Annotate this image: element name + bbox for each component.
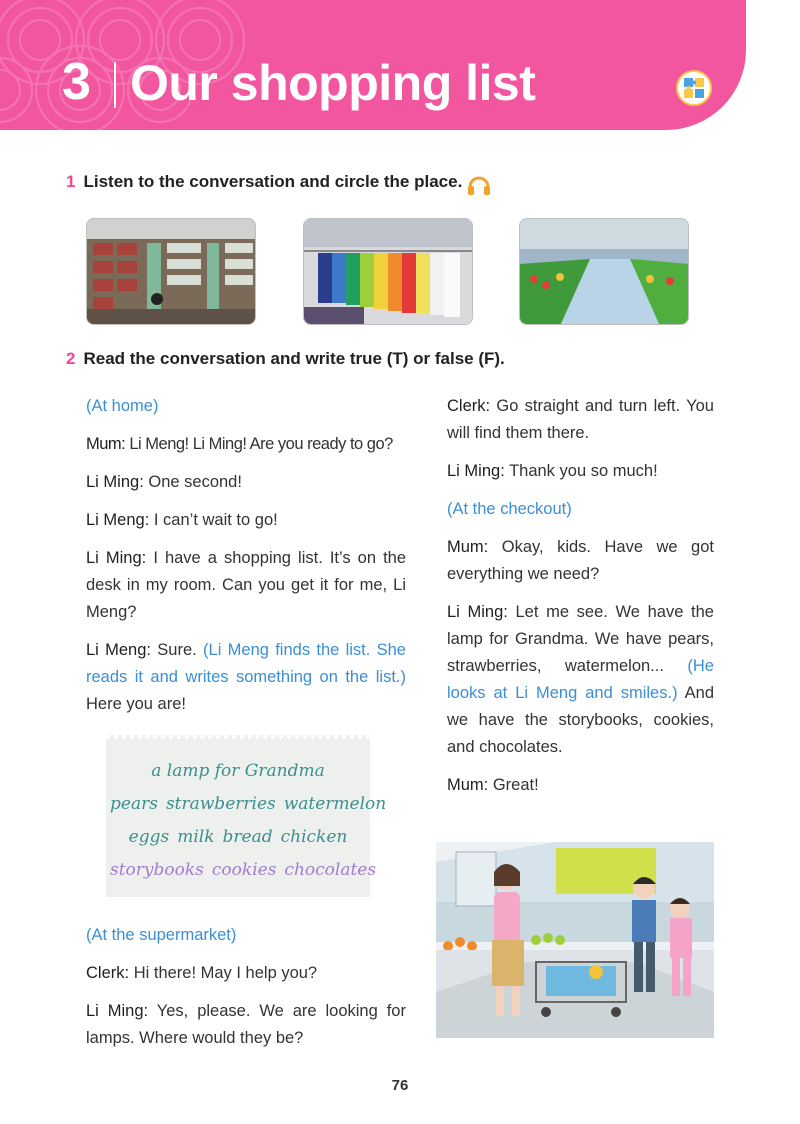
scene-at-home: (At home): [86, 397, 159, 415]
task-2-heading: 2 Read the conversation and write true (T) or false (F).: [66, 349, 505, 368]
puzzle-icon: [676, 70, 712, 106]
bookstore-photo[interactable]: [86, 218, 256, 325]
line-mum-3: Mum: Great!: [447, 776, 539, 794]
note-line-3: eggs milk bread chicken: [128, 827, 348, 847]
line-mum-1: Mum: Li Meng! Li Ming! Are you ready to go?: [86, 435, 393, 453]
conversation-right-column: [447, 393, 714, 810]
supermarket-family-illustration: [436, 842, 714, 1038]
scene-at-checkout: (At the checkout): [447, 500, 572, 518]
conversation-left-column: [86, 393, 406, 729]
line-li-ming-1: Li Ming: One second!: [86, 473, 242, 491]
line-li-meng-1: Li Meng: I can’t wait to go!: [86, 511, 278, 529]
note-line-4: storybooks cookies chocolates: [110, 860, 377, 880]
conversation-left-lower: [86, 922, 406, 1063]
note-line-1: a lamp for Grandma: [151, 761, 325, 781]
line-clerk-1: Clerk: Hi there! May I help you?: [86, 964, 318, 982]
task-1-heading: 1 Listen to the conversation and circle the place.: [66, 172, 463, 191]
line-li-ming-5: Li Ming: Let me see. We have the lamp for Grandma. We have pears, strawberries, watermelon... (He looks at Li Meng and smiles.) And we have the storybooks, cookies, and chocolates.: [447, 603, 714, 756]
page-number: 76: [391, 1077, 409, 1094]
line-li-ming-2: Li Ming: I have a shopping list. It’s on the desk in my room. Can you get it for me, Li Meng?: [86, 549, 407, 621]
line-li-ming-4: Li Ming: Thank you so much!: [447, 462, 658, 480]
headphones-icon[interactable]: [466, 172, 492, 203]
unit-banner: [0, 0, 746, 130]
line-clerk-2: Clerk: Go straight and turn left. You will find them there.: [447, 397, 714, 442]
scene-at-supermarket: (At the supermarket): [86, 926, 237, 944]
line-mum-2: Mum: Okay, kids. Have we got everything we need?: [447, 538, 714, 583]
title-divider: [114, 62, 116, 108]
line-li-ming-3: Li Ming: Yes, please. We are looking for lamps. Where would they be?: [86, 1002, 406, 1047]
unit-title: Our shopping list: [130, 55, 536, 111]
shopping-list-note: [106, 735, 387, 897]
unit-number: 3: [62, 53, 91, 111]
clothing-store-photo[interactable]: [303, 218, 473, 325]
note-line-2: pears strawberries watermelon: [110, 794, 387, 814]
supermarket-photo[interactable]: [519, 218, 689, 325]
line-li-meng-2: Li Meng: Sure. (Li Meng finds the list. She reads it and writes something on the list.) Here you are!: [86, 641, 406, 713]
